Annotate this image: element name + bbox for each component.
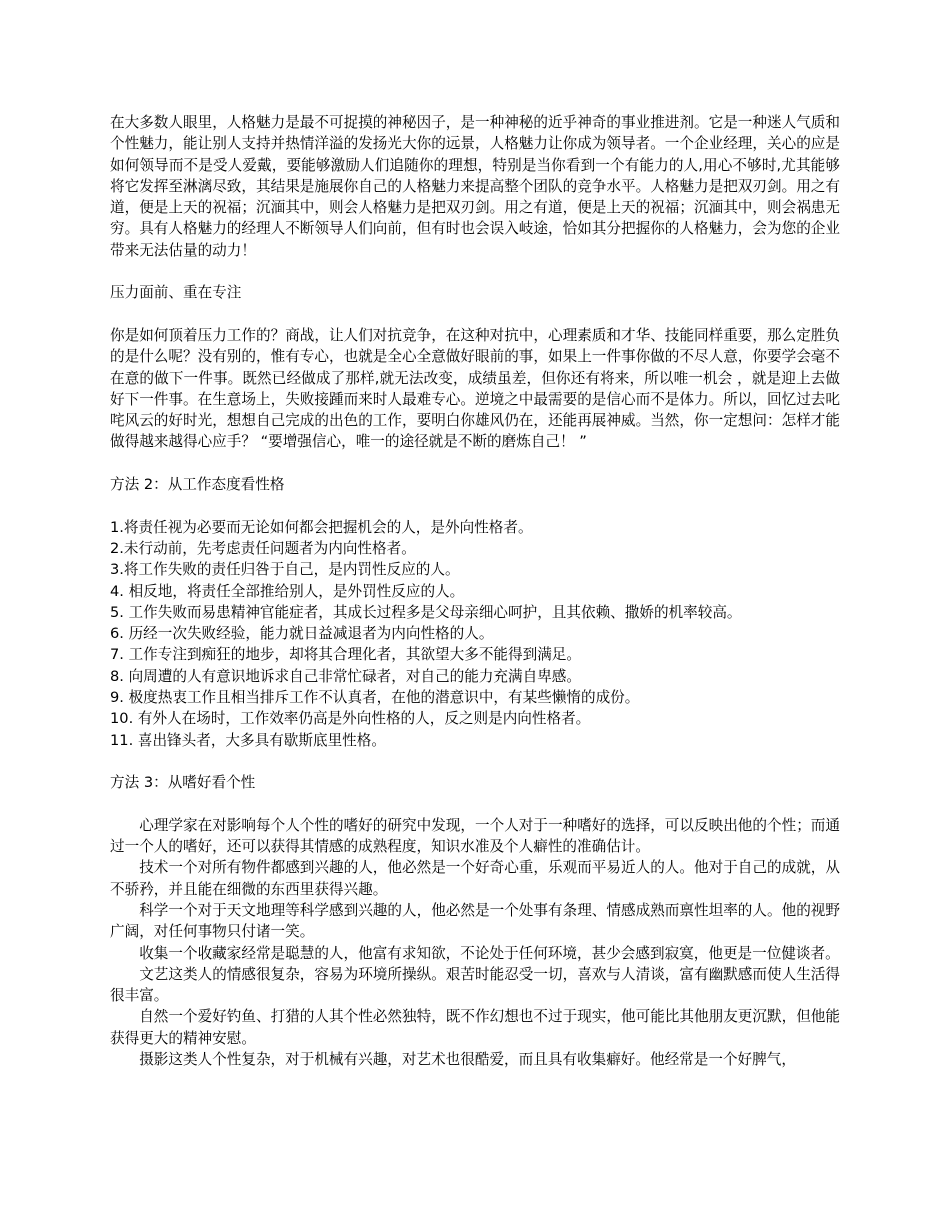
document-page: [110, 112, 840, 1070]
method2-heading: 方法 2：从工作态度看性格: [110, 476, 285, 494]
intro-paragraph: 在大多数人眼里，人格魅力是最不可捉摸的神秘因子，是一种神秘的近乎神奇的事业推进剂。它是一种迷人气质和个性魅力，能让别人支持并热情洋溢的发扬光大你的远景，人格魅力让你成为领导者。一个企业经理，关心的应是如何领导而不是受人爱戴，要能够激励人们追随你的理想，特别是当你看到一个有能力的人,用心不够时,尤其能够将它发挥至淋漓尽致，其结果是施展你自己的人格魅力来提高整个团队的竞争水平。人格魅力是把双刃剑。用之有道，便是上天的祝福；沉湎其中，则会人格魅力是把双刃剑。用之有道，便是上天的祝福；沉湎其中，则会祸患无穷。具有人格魅力的经理人不断领导人们向前，但有时也会误入岐途，恰如其分把握你的人格魅力，会为您的企业带来无法估量的动力！: [110, 114, 840, 259]
list-item: 1.将责任视为必要而无论如何都会把握机会的人，是外向性格者。: [110, 518, 533, 536]
pressure-paragraph: 你是如何顶着压力工作的？商战，让人们对抗竞争，在这种对抗中，心理素质和才华、技能同样重要，那么定胜负的是什么呢？没有别的，惟有专心，也就是全心全意做好眼前的事，如果上一件事你做的不尽人意，你要学会毫不在意的做下一件事。既然已经做成了那样,就无法改变，成绩虽差，但你还有将来，所以唯一机会 ，就是迎上去做好下一件事。在生意场上，失败接踵而来时人最难专心。逆境之中最需要的是信心而不是体力。所以，回忆过去叱咤风云的好时光，想想自己完成的出色的工作，要明白你雄风仍在，还能再展神威。当然，你一定想问：怎样才能做得越来越得心应手？ “要增强信心，唯一的途径就是不断的磨炼自己！ ”: [110, 326, 840, 451]
list-item: 8. 向周遭的人有意识地诉求自己非常忙碌者，对自己的能力充满自卑感。: [110, 667, 581, 685]
spacer: [110, 794, 840, 815]
spacer: [110, 304, 840, 325]
list-item: 5. 工作失败而易患精神官能症者，其成长过程多是父母亲细心呵护，且其依赖、撒娇的机率较高。: [110, 603, 742, 621]
method3-paragraph: 技术一个对所有物件都感到兴趣的人，他必然是一个好奇心重，乐观而平易近人的人。他对于自己的成就，从不骄矜，并且能在细微的东西里获得兴趣。: [110, 859, 840, 898]
spacer: [110, 495, 840, 516]
method3-paragraph: 摄影这类人个性复杂，对于机械有兴趣，对艺术也很酷爱，而且具有收集癖好。他经常是一个好脾气，: [139, 1051, 796, 1069]
method3-paragraph: 文艺这类人的情感很复杂，容易为环境所操纵。艰苦时能忍受一切，喜欢与人清谈，富有幽默感而使人生活得很丰富。: [110, 965, 840, 1005]
list-item: 7. 工作专注到痴狂的地步，却将其合理化者，其欲望大多不能得到满足。: [110, 646, 581, 664]
spacer: [110, 261, 840, 282]
list-item: 6. 历经一次失败经验，能力就日益减退者为内向性格的人。: [110, 625, 494, 643]
list-item: 4. 相反地，将责任全部推给别人，是外罚性反应的人。: [110, 582, 465, 600]
method3-paragraph: 收集一个收藏家经常是聪慧的人，他富有求知欲，不论处于任何环境，甚少会感到寂寞，他更是一位健谈者。: [139, 944, 840, 962]
list-item: 9. 极度热衷工作且相当排斥工作不认真者，在他的潜意识中，有某些懒惰的成份。: [110, 689, 640, 707]
method3-paragraph: 自然一个爱好钓鱼、打猎的人其个性必然独特，既不作幻想也不过于现实，他可能比其他朋友更沉默，但他能获得更大的精神安慰。: [110, 1008, 840, 1047]
method3-paragraph: 心理学家在对影响每个人个性的嗜好的研究中发现，一个人对于一种嗜好的选择，可以反映出他的个性；而通过一个人的嗜好，还可以获得其情感的成熟程度，知识水准及个人癖性的准确估计。: [110, 816, 840, 856]
spacer: [110, 453, 840, 474]
list-item: 2.未行动前，先考虑责任问题者为内向性格者。: [110, 539, 416, 557]
method3-paragraph: 科学一个对于天文地理等科学感到兴趣的人，他必然是一个处事有条理、情感成熟而禀性坦率的人。他的视野广阔，对任何事物只付诸一笑。: [110, 901, 840, 941]
spacer: [110, 751, 840, 772]
method3-heading: 方法 3：从嗜好看个性: [110, 774, 256, 792]
method2-list: [110, 517, 840, 751]
list-item: 3.将工作失败的责任归咎于自己，是内罚性反应的人。: [110, 561, 460, 579]
pressure-heading: 压力面前、重在专注: [110, 284, 242, 302]
list-item: 11. 喜出锋头者，大多具有歇斯底里性格。: [110, 731, 386, 749]
list-item: 10. 有外人在场时，工作效率仍高是外向性格的人，反之则是内向性格者。: [110, 710, 591, 728]
